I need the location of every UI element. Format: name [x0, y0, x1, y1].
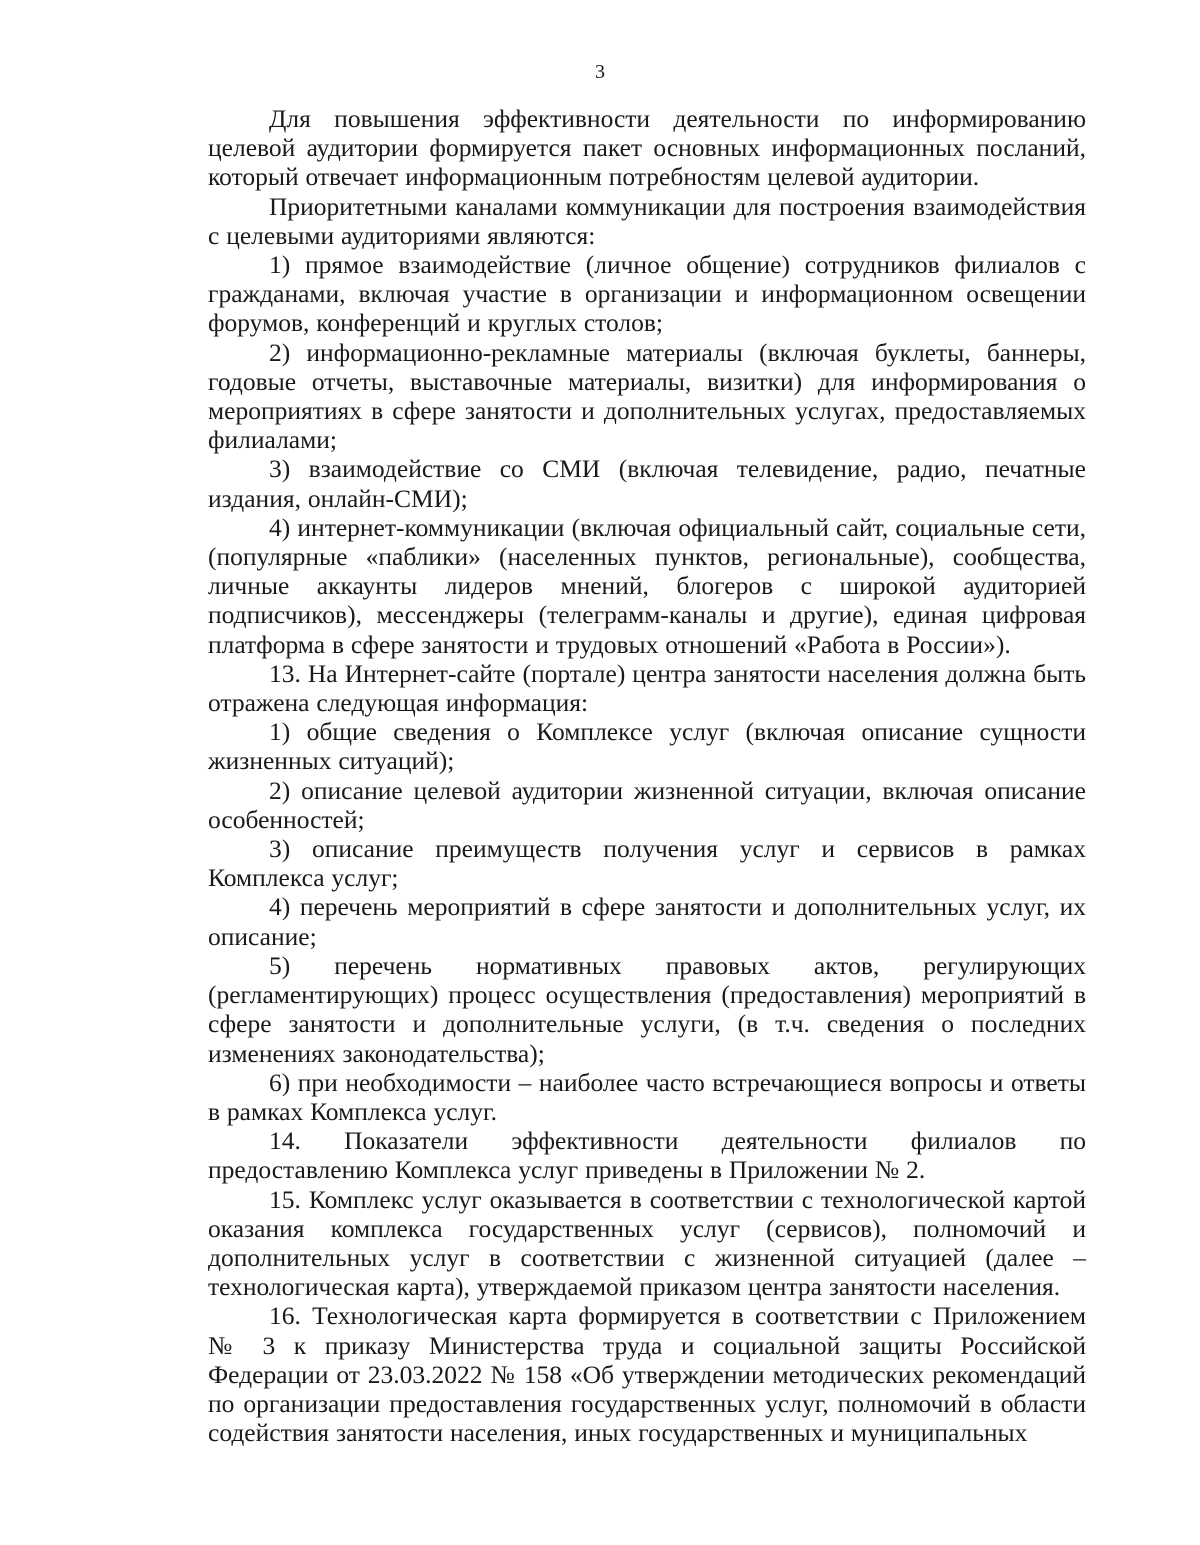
list-item-advantages: 3) описание преимуществ получения услуг и сервисов в рамках Комплекса услуг;: [208, 834, 1086, 893]
list-item-regulations: 5) перечень нормативных правовых актов, регулирующих (регламентирующих) процесс осуществления (предоставления) мероприятий в сфере занятости и дополнительные услуги, (в т.ч. сведения о последних изменениях законодательства);: [208, 950, 1086, 1068]
paragraph-section-15: 15. Комплекс услуг оказывается в соответствии с технологической картой оказания комплекса государственных услуг (сервисов), полномочий и дополнительных услуг в соответствии с жизненной ситуацией (далее – технологическая карта), утверждаемой приказом центра занятости населения.: [208, 1184, 1086, 1302]
list-item-media-interaction: 3) взаимодействие со СМИ (включая телевидение, радио, печатные издания, онлайн-СМИ);: [208, 454, 1086, 513]
list-item-direct-interaction: 1) прямое взаимодействие (личное общение) сотрудников филиалов с гражданами, включая участие в организации и информационном освещении форумов, конференций и круглых столов;: [208, 250, 1086, 338]
paragraph-intro: Для повышения эффективности деятельности по информированию целевой аудитории формируется пакет основных информационных посланий, который отвечает информационным потребностям целевой аудитории.: [208, 104, 1086, 192]
list-item-faq: 6) при необходимости – наиболее часто встречающиеся вопросы и ответы в рамках Комплекса услуг.: [208, 1067, 1086, 1126]
paragraph-section-16: 16. Технологическая карта формируется в соответствии с Приложением № 3 к приказу Министерства труда и социальной защиты Российской Федерации от 23.03.2022 № 158 «Об утверждении методических рекомендаций по организации предоставления государственных услуг, полномочий в области содействия занятости населения, иных государственных и муниципальных: [208, 1301, 1086, 1448]
list-item-general-info: 1) общие сведения о Комплексе услуг (включая описание сущности жизненных ситуаций);: [208, 717, 1086, 776]
paragraph-section-14: 14. Показатели эффективности деятельности филиалов по предоставлению Комплекса услуг приведены в Приложении № 2.: [208, 1126, 1086, 1185]
paragraph-section-13: 13. На Интернет-сайте (портале) центра занятости населения должна быть отражена следующая информация:: [208, 658, 1086, 718]
paragraph-channels-intro: Приоритетными каналами коммуникации для построения взаимодействия с целевыми аудиториями являются:: [208, 191, 1086, 250]
list-item-internet-communications: 4) интернет-коммуникации (включая официальный сайт, социальные сети, (популярные «паблики» (населенных пунктов, региональные), сообщества, личные аккаунты лидеров мнений, блогеров с широкой аудиторией подписчиков), мессенджеры (телеграмм-каналы и другие), единая цифровая платформа в сфере занятости и трудовых отношений «Работа в России»).: [208, 512, 1086, 659]
page-number: 3: [595, 61, 605, 83]
list-item-target-audience: 2) описание целевой аудитории жизненной ситуации, включая описание особенностей;: [208, 775, 1086, 834]
list-item-activities: 4) перечень мероприятий в сфере занятости и дополнительных услуг, их описание;: [208, 892, 1086, 951]
list-item-advertising-materials: 2) информационно-рекламные материалы (включая буклеты, баннеры, годовые отчеты, выставочные материалы, визитки) для информирования о мероприятиях в сфере занятости и дополнительных услугах, предоставляемых филиалами;: [208, 337, 1086, 455]
document-body: [208, 104, 1086, 1447]
